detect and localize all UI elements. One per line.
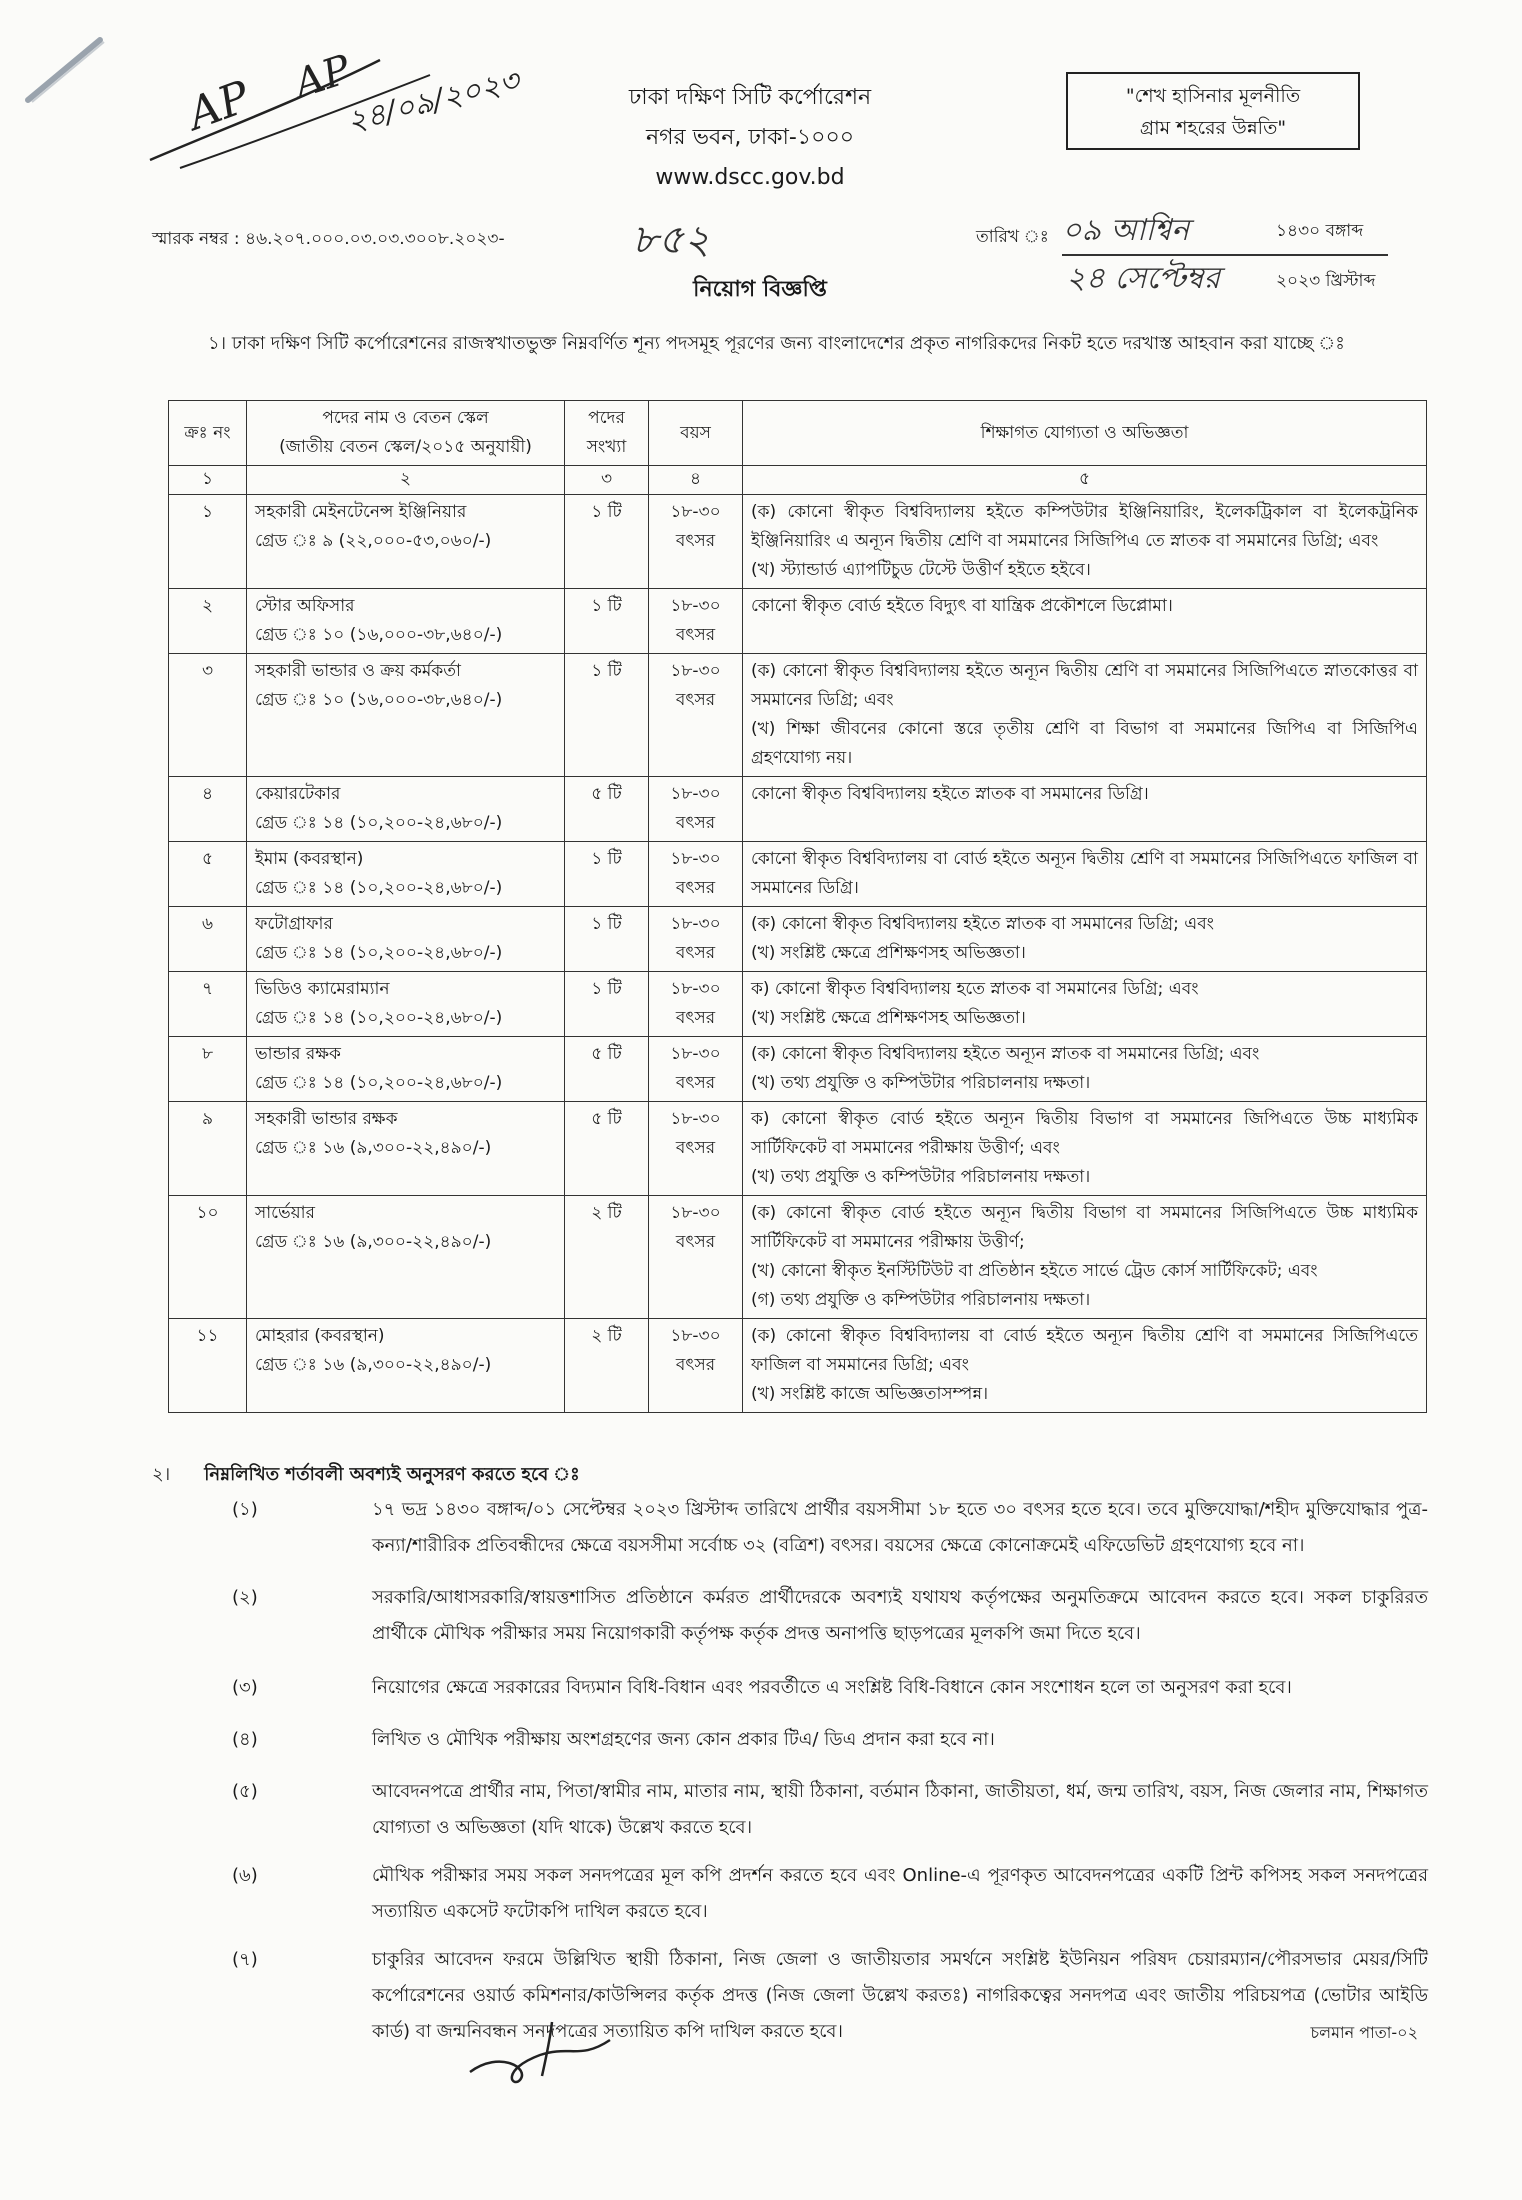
- qualification-line: (গ) তথ্য প্রযুক্তি ও কম্পিউটার পরিচালনায় দক্ষতা।: [751, 1290, 1091, 1310]
- condition-text: চাকুরির আবেদন ফরমে উল্লিখিত স্থায়ী ঠিকানা, নিজ জেলা ও জাতীয়তার সমর্থনে সংশ্লিষ্ট ইউনিয়ন পরিষদ চেয়ারম্যান/পৌরসভার মেয়র/সিটি কর্পোরেশনের ওয়ার্ড কমিশনার/কাউন্সিলর কর্তৃক প্রদত্ত (নিজ জেলা উল্লেখ করতঃ) নাগরিকত্বের সনদপত্র এবং জাতীয় পরিচয়পত্র (ভোটার আইডি কার্ড) বা জন্মনিবন্ধন সনদপত্রের সত্যায়িত কপি দাখিল করতে হবে।: [372, 1949, 1428, 2042]
- qualification-line: (খ) কোনো স্বীকৃত ইনস্টিটিউট বা প্রতিষ্ঠান হইতে সার্ভে ট্রেড কোর্স সার্টিফিকেট; এবং: [751, 1261, 1318, 1281]
- post-name: মোহরার (কবরস্থান): [255, 1326, 385, 1346]
- qualification-line: (ক) কোনো স্বীকৃত বিশ্ববিদ্যালয় বা বোর্ড হইতে অন্যূন দ্বিতীয় শ্রেণি বা সমমানের সিজিপিএতে ফাজিল বা সমমানের ডিগ্রি; এবং: [751, 1326, 1418, 1375]
- row-qualification: [743, 1196, 1427, 1319]
- header-post: [247, 401, 565, 466]
- row-count: ১ টি: [565, 972, 649, 1037]
- post-name: স্টোর অফিসার: [255, 596, 355, 616]
- post-grade: গ্রেড ঃ ১৪ (১০,২০০-২৪,৬৮০/-): [255, 1008, 503, 1028]
- condition-number: (৫): [232, 1781, 258, 1802]
- row-age: [649, 589, 743, 654]
- row-serial: ৮: [169, 1037, 247, 1102]
- row-count: ৫ টি: [565, 1102, 649, 1196]
- row-qualification: [743, 1037, 1427, 1102]
- condition-number: (৩): [232, 1677, 258, 1698]
- header-post-line1: পদের নাম ও বেতন স্কেল: [322, 408, 489, 428]
- table-row: [169, 1037, 1427, 1102]
- row-serial: ৬: [169, 907, 247, 972]
- date-bangla-year: ১৪৩০ বঙ্গাব্দ: [1276, 221, 1364, 241]
- post-name: ফটোগ্রাফার: [255, 914, 333, 934]
- row-qualification: [743, 842, 1427, 907]
- row-count: ২ টি: [565, 1196, 649, 1319]
- table-row: [169, 654, 1427, 777]
- org-address: নগর ভবন, ঢাকা-১০০০: [645, 125, 855, 150]
- post-grade: গ্রেড ঃ ১৪ (১০,২০০-২৪,৬৮০/-): [255, 878, 503, 898]
- age-range: ১৮-৩০: [670, 979, 721, 999]
- qualification-line: (খ) সংশ্লিষ্ট কাজে অভিজ্ঞতাসম্পন্ন।: [751, 1384, 989, 1404]
- row-post: [247, 1037, 565, 1102]
- qualification-line: (খ) স্ট্যান্ডার্ড এ্যাপটিচুড টেস্টে উত্তীর্ণ হইতে হইবে।: [751, 560, 1091, 580]
- row-age: [649, 1037, 743, 1102]
- post-grade: গ্রেড ঃ ১৪ (১০,২০০-২৪,৬৮০/-): [255, 1073, 503, 1093]
- condition-text: আবেদনপত্রে প্রার্থীর নাম, পিতা/স্বামীর নাম, মাতার নাম, স্থায়ী ঠিকানা, বর্তমান ঠিকানা, জাতীয়তা, ধর্ম, জন্ম তারিখ, বয়স, নিজ জেলার নাম, শিক্ষাগত যোগ্যতা ও অভিজ্ঞতা (যদি থাকে) উল্লেখ করতে হবে।: [372, 1781, 1428, 1838]
- row-qualification: [743, 907, 1427, 972]
- table-row: [169, 495, 1427, 589]
- age-unit: বৎসর: [675, 690, 716, 710]
- conditions-heading-text: নিম্নলিখিত শর্তাবলী অবশ্যই অনুসরণ করতে হবে ঃ: [204, 1464, 580, 1485]
- handwritten-date: ২৪/০৯/২০২৩: [343, 63, 523, 140]
- condition-text: লিখিত ও মৌখিক পরীক্ষায় অংশগ্রহণের জন্য কোন প্রকার টিএ/ ডিএ প্রদান করা হবে না।: [372, 1729, 995, 1750]
- qualification-line: (ক) কোনো স্বীকৃত বিশ্ববিদ্যালয় হইতে কম্পিউটার ইঞ্জিনিয়ারিং, ইলেকট্রিকাল বা ইলেকট্রনিক ইঞ্জিনিয়ারিং এ অন্যূন দ্বিতীয় শ্রেণি বা সমমানের সিজিপিএ তে স্নাতক বা সমমানের ডিগ্রি; এবং: [751, 502, 1418, 551]
- row-post: [247, 972, 565, 1037]
- age-range: ১৮-৩০: [670, 1109, 721, 1129]
- notice-title: নিয়োগ বিজ্ঞপ্তি: [693, 277, 827, 302]
- date-label: তারিখ ঃ: [976, 227, 1049, 247]
- qualification-line: (ক) কোনো স্বীকৃত বিশ্ববিদ্যালয় হইতে অন্যূন দ্বিতীয় শ্রেণি বা সমমানের সিজিপিএতে স্নাতকোত্তর বা সমমানের ডিগ্রি; এবং: [751, 661, 1418, 710]
- qualification-line: কোনো স্বীকৃত বিশ্ববিদ্যালয় হইতে স্নাতক বা সমমানের ডিগ্রি।: [751, 784, 1149, 804]
- post-name: ভিডিও ক্যামেরাম্যান: [255, 979, 390, 999]
- post-name: সহকারী ভান্ডার রক্ষক: [255, 1109, 398, 1129]
- table-row: [169, 1319, 1427, 1413]
- qualification-line: ক) কোনো স্বীকৃত বিশ্ববিদ্যালয় হতে স্নাতক বা সমমানের ডিগ্রি; এবং: [751, 979, 1199, 999]
- post-grade: গ্রেড ঃ ১৪ (১০,২০০-২৪,৬৮০/-): [255, 813, 503, 833]
- row-post: [247, 842, 565, 907]
- column-number: ১: [169, 466, 247, 495]
- motto-box: [1066, 72, 1360, 150]
- post-name: কেয়ারটেকার: [255, 784, 341, 804]
- post-grade: গ্রেড ঃ ১৪ (১০,২০০-২৪,৬৮০/-): [255, 943, 503, 963]
- header-post-line2: (জাতীয় বেতন স্কেল/২০১৫ অনুযায়ী): [279, 437, 532, 457]
- row-age: [649, 495, 743, 589]
- age-range: ১৮-৩০: [670, 661, 721, 681]
- row-post: [247, 1319, 565, 1413]
- row-qualification: [743, 777, 1427, 842]
- org-name: ঢাকা দক্ষিণ সিটি কর্পোরেশন: [628, 85, 872, 110]
- conditions-heading: [152, 1460, 580, 1491]
- row-post: [247, 495, 565, 589]
- row-age: [649, 1102, 743, 1196]
- condition-text: মৌখিক পরীক্ষার সময় সকল সনদপত্রের মূল কপি প্রদর্শন করতে হবে এবং Online-এ পূরণকৃত আবেদনপত্রের একটি প্রিন্ট কপিসহ সকল সনদপত্রের সত্যায়িত একসেট ফটোকপি দাখিল করতে হবে।: [372, 1865, 1428, 1922]
- vacancy-table: [168, 400, 1427, 1413]
- age-unit: বৎসর: [675, 878, 716, 898]
- row-age: [649, 842, 743, 907]
- qualification-line: (খ) তথ্য প্রযুক্তি ও কম্পিউটার পরিচালনায় দক্ষতা।: [751, 1073, 1091, 1093]
- row-serial: ৯: [169, 1102, 247, 1196]
- post-grade: গ্রেড ঃ ১০ (১৬,০০০-৩৮,৬৪০/-): [255, 625, 503, 645]
- age-range: ১৮-৩০: [670, 784, 721, 804]
- row-count: ৫ টি: [565, 1037, 649, 1102]
- column-number: ৪: [649, 466, 743, 495]
- org-website: www.dscc.gov.bd: [655, 165, 845, 190]
- row-serial: ২: [169, 589, 247, 654]
- intro-paragraph: ১। ঢাকা দক্ষিণ সিটি কর্পোরেশনের রাজস্বখাতভুক্ত নিম্নবর্ণিত শূন্য পদসমূহ পূরণের জন্য বাংলাদেশের প্রকৃত নাগরিকদের নিকট হতে দরখাস্ত আহবান করা যাচ্ছে ঃ: [208, 333, 1345, 354]
- row-post: [247, 907, 565, 972]
- table-header-row: [169, 401, 1427, 466]
- row-serial: ৩: [169, 654, 247, 777]
- row-serial: ৭: [169, 972, 247, 1037]
- initials-text: AP: [181, 71, 257, 141]
- date-bangla-handwritten: ০৯ আশ্বিন: [1062, 213, 1190, 248]
- age-range: ১৮-৩০: [670, 1203, 721, 1223]
- post-name: ভান্ডার রক্ষক: [255, 1044, 341, 1064]
- row-serial: ৪: [169, 777, 247, 842]
- row-serial: ১: [169, 495, 247, 589]
- header-qualification: শিক্ষাগত যোগ্যতা ও অভিজ্ঞতা: [743, 401, 1427, 466]
- row-age: [649, 1319, 743, 1413]
- pen-stroke-mark: [20, 30, 110, 110]
- qualification-line: (খ) শিক্ষা জীবনের কোনো স্তরে তৃতীয় শ্রেণি বা বিভাগ বা সমমানের জিপিএ বা সিজিপিএ গ্রহণযোগ্য নয়।: [751, 719, 1418, 768]
- qualification-line: কোনো স্বীকৃত বিশ্ববিদ্যালয় বা বোর্ড হইতে অন্যূন দ্বিতীয় শ্রেণি বা সমমানের সিজিপিএতে ফাজিল বা সমমানের ডিগ্রি।: [751, 849, 1418, 898]
- post-name: ইমাম (কবরস্থান): [255, 849, 364, 869]
- age-unit: বৎসর: [675, 625, 716, 645]
- row-age: [649, 654, 743, 777]
- header-age: বয়স: [649, 401, 743, 466]
- age-unit: বৎসর: [675, 943, 716, 963]
- motto-line-1: "শেখ হাসিনার মূলনীতি: [1125, 85, 1301, 107]
- row-serial: ৫: [169, 842, 247, 907]
- row-age: [649, 1196, 743, 1319]
- qualification-line: (খ) সংশ্লিষ্ট ক্ষেত্রে প্রশিক্ষণসহ অভিজ্ঞতা।: [751, 943, 1026, 963]
- condition-number: (১): [232, 1499, 258, 1520]
- age-unit: বৎসর: [675, 1232, 716, 1252]
- org-header: [560, 78, 940, 198]
- row-qualification: [743, 972, 1427, 1037]
- qualification-line: (ক) কোনো স্বীকৃত বিশ্ববিদ্যালয় হইতে স্নাতক বা সমমানের ডিগ্রি; এবং: [751, 914, 1214, 934]
- row-count: ১ টি: [565, 495, 649, 589]
- table-row: [169, 972, 1427, 1037]
- row-age: [649, 972, 743, 1037]
- column-number: ৩: [565, 466, 649, 495]
- age-range: ১৮-৩০: [670, 849, 721, 869]
- qualification-line: কোনো স্বীকৃত বোর্ড হইতে বিদ্যুৎ বা যান্ত্রিক প্রকৌশলে ডিপ্লোমা।: [751, 596, 1173, 616]
- column-number: ২: [247, 466, 565, 495]
- table-row: [169, 907, 1427, 972]
- age-range: ১৮-৩০: [670, 1044, 721, 1064]
- handwritten-initials-annotation: [140, 20, 540, 180]
- age-unit: বৎসর: [675, 1008, 716, 1028]
- table-row: [169, 777, 1427, 842]
- age-range: ১৮-৩০: [670, 502, 721, 522]
- post-grade: গ্রেড ঃ ১৬ (৯,৩০০-২২,৪৯০/-): [255, 1232, 492, 1252]
- condition-number: (৭): [232, 1949, 258, 1970]
- qualification-line: ক) কোনো স্বীকৃত বোর্ড হইতে অন্যূন দ্বিতীয় বিভাগ বা সমমানের জিপিএতে উচ্চ মাধ্যমিক সার্টিফিকেট বা সমমানের পরীক্ষায় উত্তীর্ণ; এবং: [751, 1109, 1418, 1158]
- memo-number: স্মারক নম্বর : ৪৬.২০৭.০০০.০৩.০৩.৩০০৮.২০২৩-: [152, 229, 505, 249]
- age-range: ১৮-৩০: [670, 914, 721, 934]
- continued-page-label: চলমান পাতা-০২: [1310, 2023, 1418, 2042]
- condition-text: সরকারি/আধাসরকারি/স্বায়ত্তশাসিত প্রতিষ্ঠানে কর্মরত প্রার্থীদেরকে অবশ্যই যথাযথ কর্তৃপক্ষের অনুমতিক্রমে আবেদন করতে হবে। সকল চাকুরিরত প্রার্থীকে মৌখিক পরীক্ষার সময় নিয়োগকারী কর্তৃপক্ষ কর্তৃক প্রদত্ত অনাপত্তি ছাড়পত্রের মূলকপি জমা দিতে হবে।: [372, 1587, 1428, 1644]
- row-age: [649, 907, 743, 972]
- post-grade: গ্রেড ঃ ৯ (২২,০০০-৫৩,০৬০/-): [255, 531, 492, 551]
- condition-text: নিয়োগের ক্ষেত্রে সরকারের বিদ্যমান বিধি-বিধান এবং পরবর্তীতে এ সংশ্লিষ্ট বিধি-বিধানে কোন সংশোধন হলে তা অনুসরণ করা হবে।: [372, 1677, 1292, 1698]
- row-qualification: [743, 589, 1427, 654]
- vacancy-table-body: [169, 495, 1427, 1413]
- table-row: [169, 1102, 1427, 1196]
- row-count: ৫ টি: [565, 777, 649, 842]
- motto-line-2: গ্রাম শহরের উন্নতি": [1139, 117, 1287, 139]
- row-post: [247, 1196, 565, 1319]
- post-name: সহকারী ভান্ডার ও ক্রয় কর্মকর্তা: [255, 661, 461, 681]
- age-unit: বৎসর: [675, 1138, 716, 1158]
- age-unit: বৎসর: [675, 1355, 716, 1375]
- post-name: সহকারী মেইনটেনেন্স ইঞ্জিনিয়ার: [255, 502, 467, 522]
- column-number: ৫: [743, 466, 1427, 495]
- qualification-line: (ক) কোনো স্বীকৃত বোর্ড হইতে অন্যূন দ্বিতীয় বিভাগ বা সমমানের সিজিপিএতে উচ্চ মাধ্যমিক সার্টিফিকেট বা সমমানের পরীক্ষায় উত্তীর্ণ;: [751, 1203, 1418, 1252]
- age-range: ১৮-৩০: [670, 1326, 721, 1346]
- condition-number: (২): [232, 1587, 258, 1608]
- initials-text-2: AP: [288, 46, 357, 108]
- age-unit: বৎসর: [675, 531, 716, 551]
- age-unit: বৎসর: [675, 1073, 716, 1093]
- row-count: ২ টি: [565, 1319, 649, 1413]
- post-name: সার্ভেয়ার: [255, 1203, 315, 1223]
- row-count: ১ টি: [565, 907, 649, 972]
- row-post: [247, 589, 565, 654]
- memo-number-handwritten: ৮৫২: [632, 217, 710, 263]
- row-qualification: [743, 1319, 1427, 1413]
- row-post: [247, 777, 565, 842]
- table-row: [169, 842, 1427, 907]
- qualification-line: (খ) সংশ্লিষ্ট ক্ষেত্রে প্রশিক্ষণসহ অভিজ্ঞতা।: [751, 1008, 1026, 1028]
- row-qualification: [743, 654, 1427, 777]
- header-count: পদের সংখ্যা: [565, 401, 649, 466]
- post-grade: গ্রেড ঃ ১০ (১৬,০০০-৩৮,৬৪০/-): [255, 690, 503, 710]
- conditions-number: ২।: [152, 1464, 171, 1485]
- post-grade: গ্রেড ঃ ১৬ (৯,৩০০-২২,৪৯০/-): [255, 1138, 492, 1158]
- row-qualification: [743, 495, 1427, 589]
- date-gregorian-handwritten: ২৪ সেপ্টেম্বর: [1066, 261, 1221, 296]
- date-gregorian-year: ২০২৩ খ্রিস্টাব্দ: [1276, 271, 1376, 291]
- qualification-line: (খ) তথ্য প্রযুক্তি ও কম্পিউটার পরিচালনায় দক্ষতা।: [751, 1167, 1091, 1187]
- row-post: [247, 654, 565, 777]
- post-grade: গ্রেড ঃ ১৬ (৯,৩০০-২২,৪৯০/-): [255, 1355, 492, 1375]
- row-qualification: [743, 1102, 1427, 1196]
- row-count: ১ টি: [565, 842, 649, 907]
- age-range: ১৮-৩০: [670, 596, 721, 616]
- row-serial: ১০: [169, 1196, 247, 1319]
- condition-text: ১৭ ভদ্র ১৪৩০ বঙ্গাব্দ/০১ সেপ্টেম্বর ২০২৩ খ্রিস্টাব্দ তারিখে প্রার্থীর বয়সসীমা ১৮ হতে ৩০ বৎসর হতে হবে। তবে মুক্তিযোদ্ধা/শহীদ মুক্তিযোদ্ধার পুত্র-কন্যা/শারীরিক প্রতিবন্ধীদের ক্ষেত্রে বয়সসীমা সর্বোচ্চ ৩২ (বত্রিশ) বৎসর। বয়সের ক্ষেত্রে কোনোক্রমেই এফিডেভিট গ্রহণযোগ্য হবে না।: [372, 1499, 1428, 1556]
- table-row: [169, 589, 1427, 654]
- condition-number: (৪): [232, 1729, 258, 1750]
- column-number-row: [169, 466, 1427, 495]
- row-post: [247, 1102, 565, 1196]
- signature: [460, 2010, 640, 2090]
- table-row: [169, 1196, 1427, 1319]
- row-serial: ১১: [169, 1319, 247, 1413]
- row-count: ১ টি: [565, 654, 649, 777]
- age-unit: বৎসর: [675, 813, 716, 833]
- qualification-line: (ক) কোনো স্বীকৃত বিশ্ববিদ্যালয় হইতে অন্যূন স্নাতক বা সমমানের ডিগ্রি; এবং: [751, 1044, 1260, 1064]
- row-count: ১ টি: [565, 589, 649, 654]
- header-serial: ক্রঃ নং: [169, 401, 247, 466]
- condition-number: (৬): [232, 1865, 258, 1886]
- row-age: [649, 777, 743, 842]
